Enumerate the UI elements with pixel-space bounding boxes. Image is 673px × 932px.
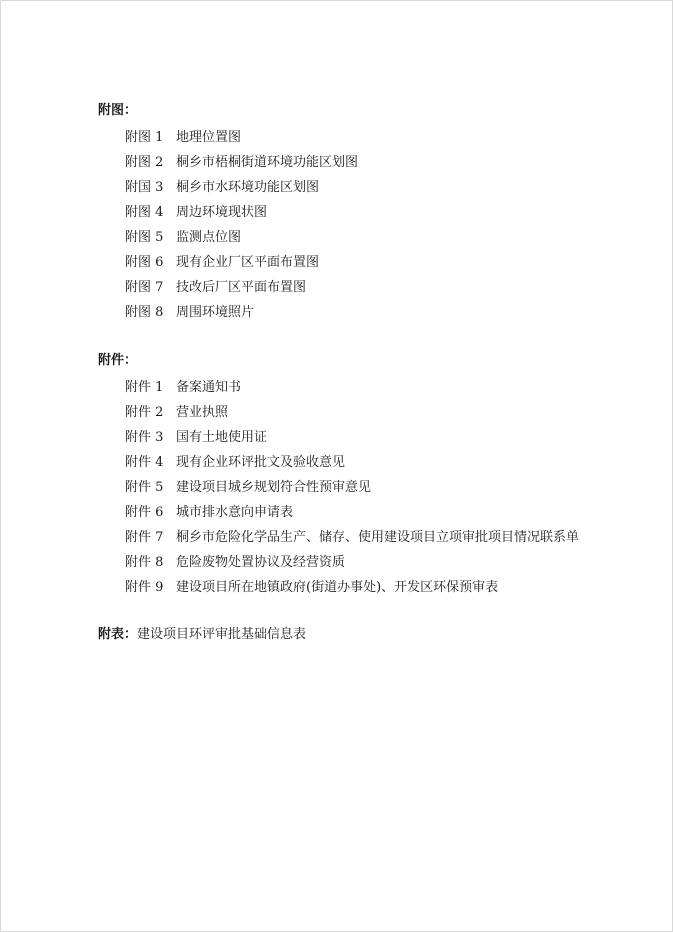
attachments-heading: 附件：	[98, 353, 138, 368]
attachment-number: 附件 4	[125, 455, 164, 470]
attachment-item	[125, 500, 579, 525]
attachment-number: 附件 5	[125, 480, 164, 495]
figure-title: 桐乡市梧桐街道环境功能区划图	[176, 155, 359, 170]
figures-section	[98, 101, 358, 325]
figure-title: 周边环境现状图	[176, 205, 268, 220]
attachment-number: 附件 6	[125, 505, 164, 520]
figure-number: 附图 5	[125, 230, 164, 245]
appendix-table-section	[98, 625, 306, 645]
figure-number: 附图 6	[125, 255, 164, 270]
attachment-item	[125, 400, 579, 425]
appendix-table-heading: 附表：	[98, 627, 138, 642]
figure-item	[125, 250, 358, 275]
figure-item	[125, 275, 358, 300]
attachment-item	[125, 525, 579, 550]
appendix-table-title: 建设项目环评审批基础信息表	[137, 627, 307, 642]
attachments-section	[98, 351, 579, 600]
figure-title: 现有企业厂区平面布置图	[176, 255, 320, 270]
attachment-title: 建设项目所在地镇政府(街道办事处)、开发区环保预审表	[176, 580, 499, 595]
figure-title: 监测点位图	[176, 230, 242, 245]
attachment-title: 建设项目城乡规划符合性预审意见	[176, 480, 372, 495]
figure-title: 桐乡市水环境功能区划图	[176, 180, 320, 195]
figure-item	[125, 150, 358, 175]
figures-list	[98, 125, 358, 325]
attachment-title: 危险废物处置协议及经营资质	[176, 555, 346, 570]
figure-number: 附图 2	[125, 155, 164, 170]
attachment-number: 附件 9	[125, 580, 164, 595]
figure-item	[125, 200, 358, 225]
attachment-number: 附件 3	[125, 430, 164, 445]
attachment-title: 城市排水意向申请表	[176, 505, 294, 520]
attachment-number: 附件 2	[125, 405, 164, 420]
attachments-list	[98, 375, 579, 600]
attachment-item	[125, 550, 579, 575]
attachment-title: 营业执照	[176, 405, 229, 420]
figure-item	[125, 175, 358, 200]
attachment-title: 桐乡市危险化学品生产、储存、使用建设项目立项审批项目情况联系单	[176, 530, 580, 545]
attachment-number: 附件 8	[125, 555, 164, 570]
attachment-item	[125, 425, 579, 450]
figure-number: 附图 4	[125, 205, 164, 220]
figure-item	[125, 125, 358, 150]
figure-number: 附图 1	[125, 130, 164, 145]
figure-title: 技改后厂区平面布置图	[176, 280, 307, 295]
attachment-item	[125, 375, 579, 400]
attachment-title: 备案通知书	[176, 380, 242, 395]
attachment-title: 国有土地使用证	[176, 430, 268, 445]
figure-title: 周围环境照片	[176, 305, 255, 320]
figure-title: 地理位置图	[176, 130, 242, 145]
figure-item	[125, 225, 358, 250]
figure-number: 附国 3	[125, 180, 164, 195]
attachment-item	[125, 475, 579, 500]
figure-number: 附图 8	[125, 305, 164, 320]
figures-heading: 附图：	[98, 103, 138, 118]
attachment-number: 附件 1	[125, 380, 164, 395]
attachment-title: 现有企业环评批文及验收意见	[176, 455, 346, 470]
attachment-item	[125, 450, 579, 475]
figure-number: 附图 7	[125, 280, 164, 295]
attachment-item	[125, 575, 579, 600]
figure-item	[125, 300, 358, 325]
attachment-number: 附件 7	[125, 530, 164, 545]
appendix-table-line	[98, 625, 306, 645]
